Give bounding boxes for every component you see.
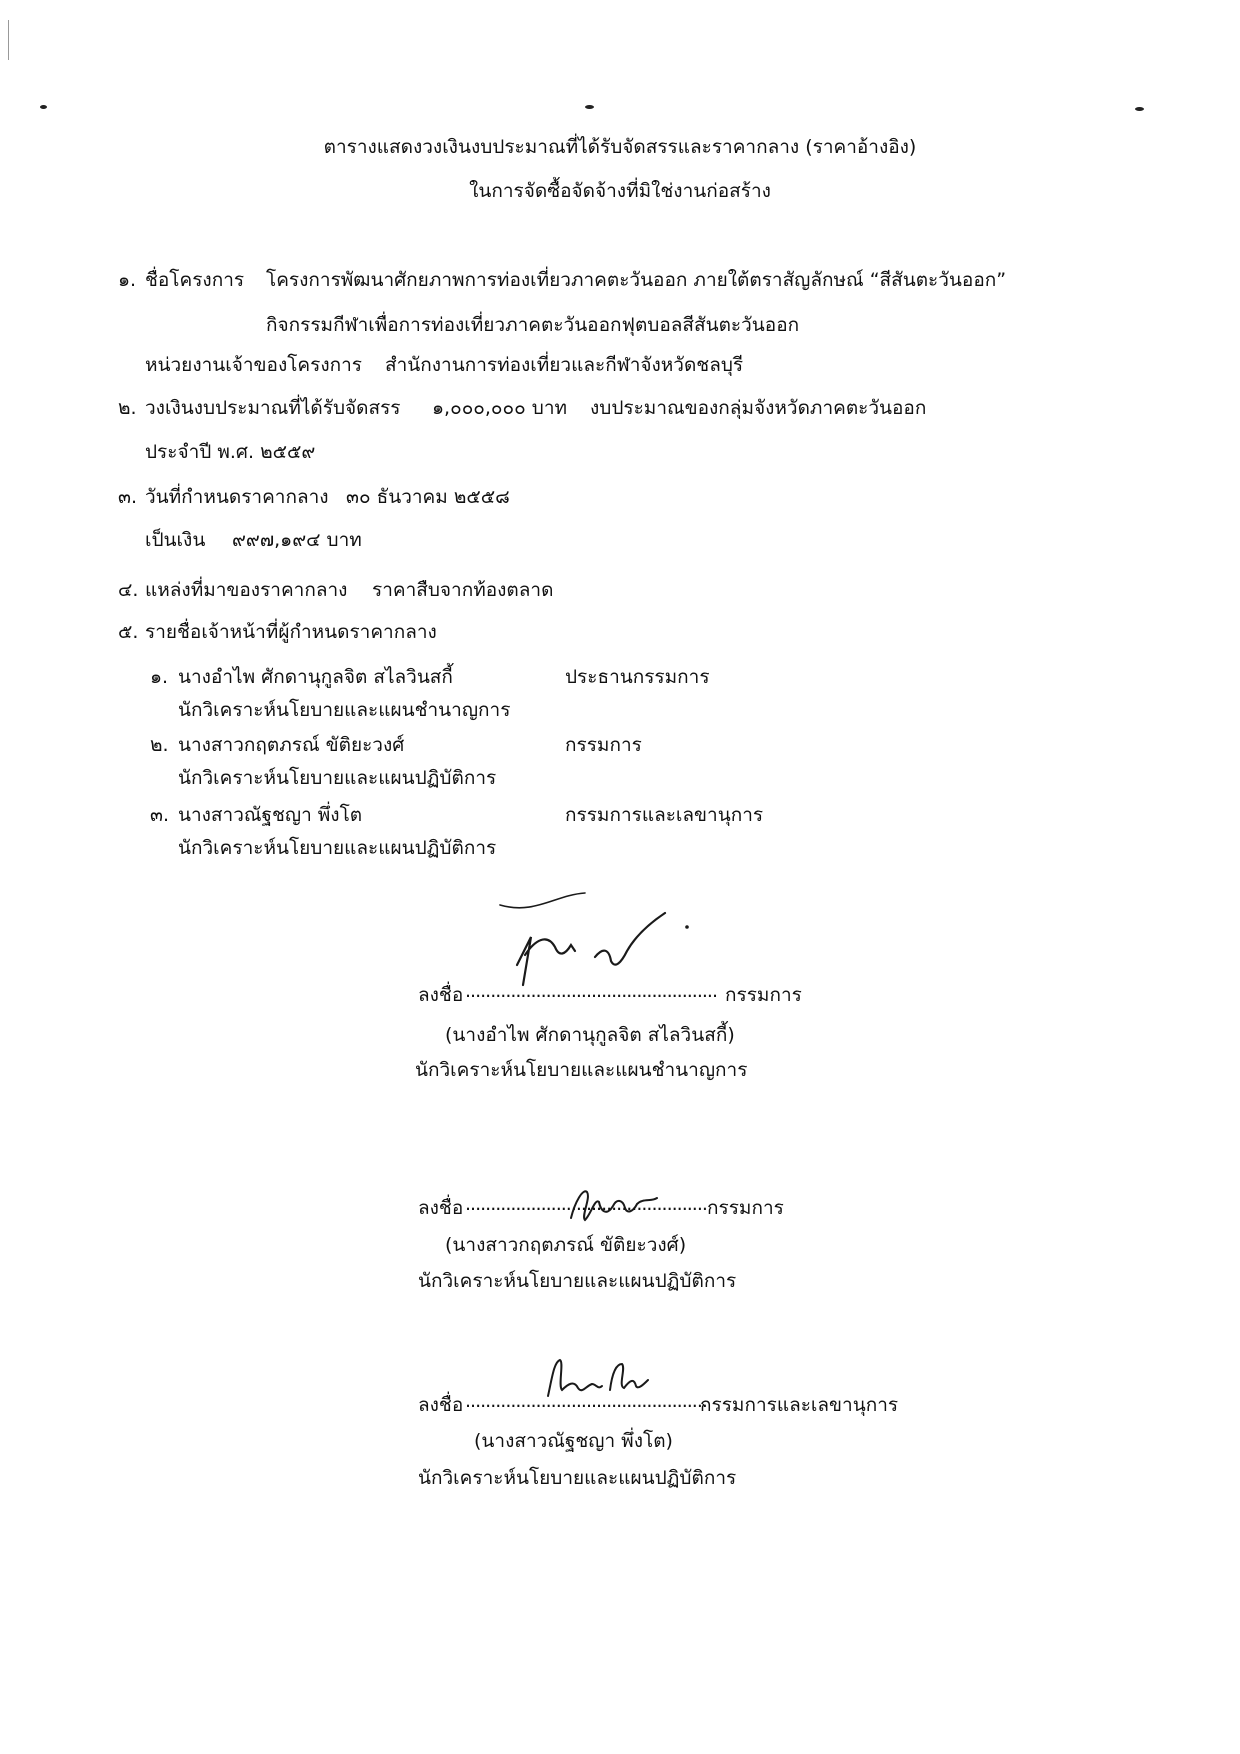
sign-position: นักวิเคราะห์นโยบายและแผนปฏิบัติการ <box>418 1467 737 1489</box>
document-subtitle: ในการจัดซื้อจัดจ้างที่มิใช่งานก่อสร้าง <box>469 180 771 202</box>
item1-label: ชื่อโครงการ <box>145 269 245 291</box>
sign-role: กรรมการและเลขานุการ <box>700 1394 899 1416</box>
member-role: กรรมการ <box>565 734 642 756</box>
item2-label: วงเงินงบประมาณที่ได้รับจัดสรร <box>145 397 401 419</box>
sign-position: นักวิเคราะห์นโยบายและแผนปฏิบัติการ <box>418 1270 737 1292</box>
sign-name: (นางสาวณัฐชญา พึ่งโต) <box>474 1430 673 1452</box>
budget-amount: ๑,๐๐๐,๐๐๐ บาท <box>432 397 568 419</box>
member-position: นักวิเคราะห์นโยบายและแผนปฏิบัติการ <box>178 767 497 789</box>
document-title: ตารางแสดงวงเงินงบประมาณที่ได้รับจัดสรรและราคากลาง (ราคาอ้างอิง) <box>323 136 917 158</box>
sign-role: กรรมการ <box>725 984 802 1006</box>
item5-label: รายชื่อเจ้าหน้าที่ผู้กำหนดราคากลาง <box>145 621 437 643</box>
member-name: นางอำไพ ศักดานุกูลจิต สไลวินสกี้ <box>178 666 453 688</box>
owner-value: สำนักงานการท่องเที่ยวและกีฬาจังหวัดชลบุรี <box>385 354 744 376</box>
scan-speck <box>40 105 47 109</box>
sign-name: (นางสาวกฤตภรณ์ ขัติยะวงศ์) <box>445 1234 687 1256</box>
sign-dots: .................................................. <box>465 980 717 1002</box>
sign-label: ลงชื่อ <box>418 1197 464 1219</box>
sign-name: (นางอำไพ ศักดานุกูลจิต สไลวินสกี้) <box>445 1024 735 1046</box>
price-source: ราคาสืบจากท้องตลาด <box>372 579 554 601</box>
budget-source: งบประมาณของกลุ่มจังหวัดภาคตะวันออก <box>590 397 927 419</box>
item3-label: วันที่กำหนดราคากลาง <box>145 486 329 508</box>
item2-number: ๒. <box>118 397 137 419</box>
scan-speck <box>8 20 9 60</box>
member-role: กรรมการและเลขานุการ <box>565 804 764 826</box>
member-index: ๑. <box>150 666 169 688</box>
sign-dots: ................................................ <box>465 1193 707 1215</box>
price-amount-label: เป็นเงิน <box>145 529 206 551</box>
member-position: นักวิเคราะห์นโยบายและแผนชำนาญการ <box>178 699 511 721</box>
item5-number: ๕. <box>118 621 139 643</box>
scan-speck <box>1135 107 1144 111</box>
reference-date: ๓๐ ธันวาคม ๒๕๕๘ <box>346 486 510 508</box>
item3-number: ๓. <box>118 486 138 508</box>
member-role: ประธานกรรมการ <box>565 666 710 688</box>
member-name: นางสาวกฤตภรณ์ ขัติยะวงศ์ <box>178 734 405 756</box>
sign-label: ลงชื่อ <box>418 1394 464 1416</box>
owner-label: หน่วยงานเจ้าของโครงการ <box>145 354 362 376</box>
sign-role: กรรมการ <box>707 1197 784 1219</box>
member-index: ๒. <box>150 734 169 756</box>
item4-label: แหล่งที่มาของราคากลาง <box>145 579 348 601</box>
member-name: นางสาวณัฐชญา พึ่งโต <box>178 804 363 826</box>
member-index: ๓. <box>150 804 170 826</box>
member-position: นักวิเคราะห์นโยบายและแผนปฏิบัติการ <box>178 837 497 859</box>
sign-label: ลงชื่อ <box>418 984 464 1006</box>
scan-speck <box>585 105 594 109</box>
handwritten-signature <box>495 885 695 995</box>
budget-year: ประจำปี พ.ศ. ๒๕๕๙ <box>145 441 316 463</box>
sign-position: นักวิเคราะห์นโยบายและแผนชำนาญการ <box>415 1059 748 1081</box>
sign-dots: ................................................ <box>465 1390 707 1412</box>
item4-number: ๔. <box>118 579 139 601</box>
item1-number: ๑. <box>118 269 137 291</box>
price-amount: ๙๙๗,๑๙๔ บาท <box>232 529 362 551</box>
project-name: โครงการพัฒนาศักยภาพการท่องเที่ยวภาคตะวันออก ภายใต้ตราสัญลักษณ์ “สีสันตะวันออก” <box>266 269 1007 291</box>
project-activity: กิจกรรมกีฬาเพื่อการท่องเที่ยวภาคตะวันออกฟุตบอลสีสันตะวันออก <box>266 314 800 336</box>
